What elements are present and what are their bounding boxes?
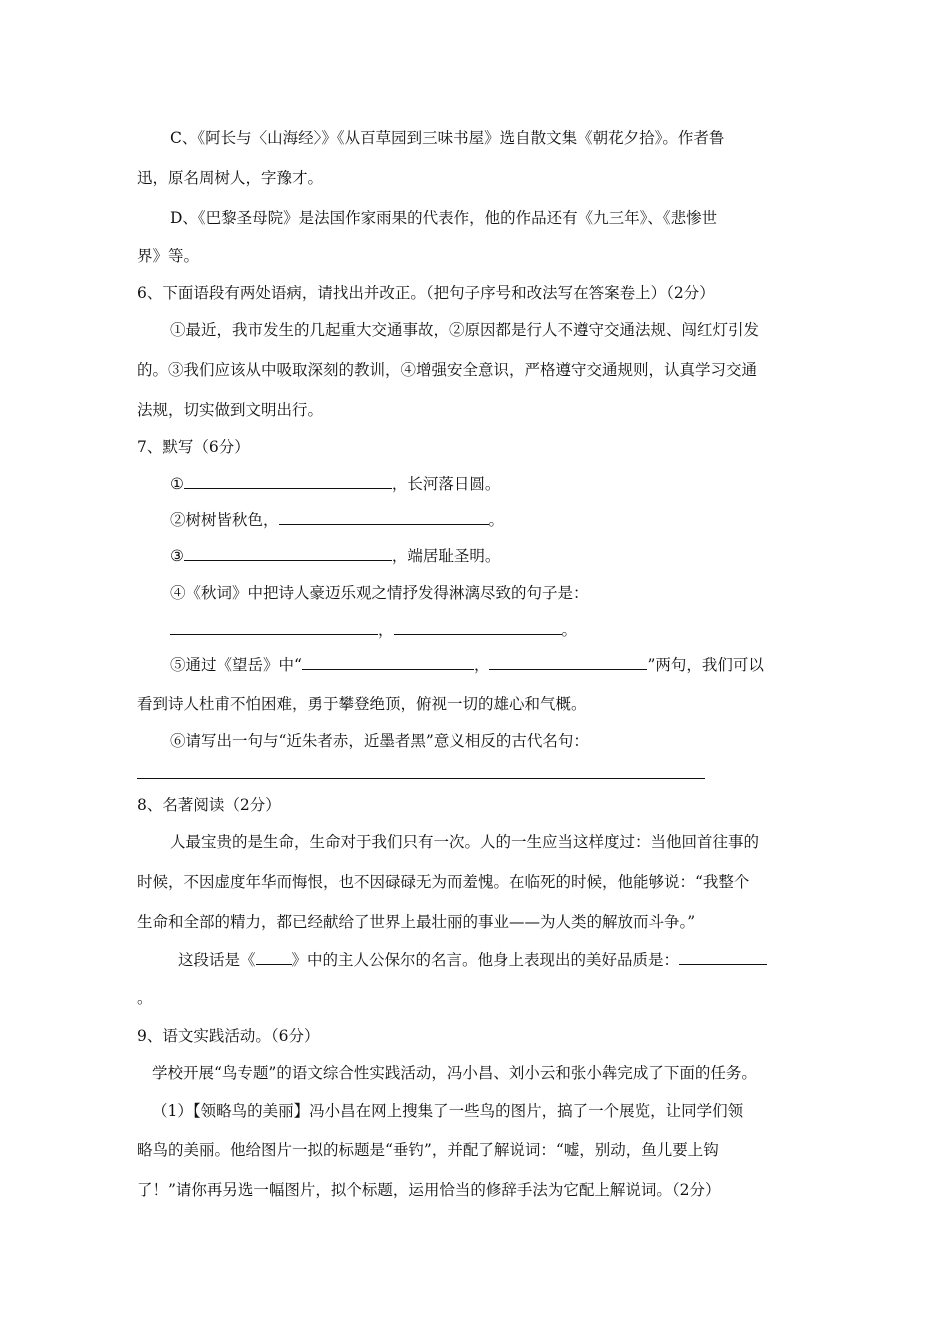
question-7-item4: ④《秋词》中把诗人豪迈乐观之情抒发得淋漓尽致的句子是： — [170, 584, 589, 602]
question-9-heading: 9、语文实践活动。（6分） — [137, 1027, 320, 1045]
item2-end: 。 — [488, 511, 505, 529]
item5-text: ⑤通过《望岳》中“ — [170, 656, 302, 674]
item2-text: ②树树皆秋色， — [170, 511, 279, 529]
prompt-text: 这段话是《 — [178, 951, 256, 969]
item3-text: ，端居耻圣明。 — [391, 547, 501, 565]
question-8-passage-line2: 时候，不因虚度年华而悔恨，也不因碌碌无为而羞愧。在临死的时候，他能够说：“我整个 — [137, 873, 750, 891]
answer-blank[interactable] — [184, 546, 392, 561]
question-7-item6: ⑥请写出一句与“近朱者赤，近墨者黑”意义相反的古代名句： — [170, 732, 589, 750]
question-8-heading: 8、名著阅读（2分） — [137, 796, 281, 814]
question-8-period: 。 — [137, 989, 153, 1007]
question-7-item3 — [170, 546, 500, 566]
prompt-text-2: 》中的主人公保尔的名言。他身上表现出的美好品质是： — [291, 951, 680, 969]
option-d-line1: D、《巴黎圣母院》是法国作家雨果的代表作，他的作品还有《九三年》、《悲惨世 — [170, 209, 718, 227]
question-7-item4-blanks — [170, 620, 577, 640]
question-8-prompt — [178, 950, 767, 970]
question-7-item5 — [170, 655, 764, 675]
item1-text: ，长河落日圆。 — [391, 475, 501, 493]
question-9-task1-line1: （1）【领略鸟的美丽】冯小昌在网上搜集了一些鸟的图片，搞了一个展览，让同学们领 — [152, 1102, 744, 1120]
answer-blank[interactable] — [679, 950, 767, 965]
option-c-line2: 迅，原名周树人，字豫才。 — [137, 169, 324, 187]
answer-blank[interactable] — [279, 510, 489, 525]
comma: ， — [473, 656, 490, 674]
item3-number: ③ — [170, 547, 184, 565]
question-7-item1 — [170, 474, 500, 494]
question-7-item2 — [170, 510, 504, 530]
question-9-task1-line3: 了！”请你再另选一幅图片，拟个标题，运用恰当的修辞手法为它配上解说词。（2分） — [137, 1181, 721, 1199]
answer-line[interactable] — [137, 778, 705, 779]
question-9-intro: 学校开展“鸟专题”的语文综合性实践活动，冯小昌、刘小云和张小犇完成了下面的任务。 — [152, 1064, 757, 1082]
question-7-heading: 7、默写（6分） — [137, 438, 250, 456]
question-6-passage-line1: ①最近，我市发生的几起重大交通事故，②原因都是行人不遵守交通法规、闯红灯引发 — [170, 321, 760, 339]
item5-text-end: ”两句，我们可以 — [647, 656, 764, 674]
question-9-task1-line2: 略鸟的美丽。他给图片一拟的标题是“垂钓”，并配了解说词：“嘘，别动，鱼儿要上钩 — [137, 1141, 719, 1159]
option-d-line2: 界》等。 — [137, 247, 200, 265]
answer-blank[interactable] — [184, 474, 392, 489]
period: 。 — [561, 621, 578, 639]
answer-blank[interactable] — [489, 655, 647, 670]
item1-number: ① — [170, 475, 184, 493]
question-6-passage-line3: 法规，切实做到文明出行。 — [137, 401, 324, 419]
answer-blank[interactable] — [302, 655, 474, 670]
answer-blank[interactable] — [170, 620, 378, 635]
question-8-passage-line1: 人最宝贵的是生命，生命对于我们只有一次。人的一生应当这样度过：当他回首往事的 — [170, 833, 760, 851]
answer-blank[interactable] — [394, 620, 562, 635]
question-7-item5-line2: 看到诗人杜甫不怕困难，勇于攀登绝顶，俯视一切的雄心和气概。 — [137, 695, 587, 713]
question-6-heading: 6、下面语段有两处语病，请找出并改正。（把句子序号和改法写在答案卷上）（2分） — [137, 284, 715, 302]
question-8-passage-line3: 生命和全部的精力，都已经献给了世界上最壮丽的事业——为人类的解放而斗争。” — [137, 913, 696, 931]
question-6-passage-line2: 的。③我们应该从中吸取深刻的教训，④增强安全意识，严格遵守交通规则，认真学习交通 — [137, 361, 758, 379]
answer-blank[interactable] — [256, 950, 292, 965]
comma: ， — [378, 621, 394, 639]
option-c-line1: C、《阿长与〈山海经〉》《从百草园到三味书屋》选自散文集《朝花夕拾》。作者鲁 — [170, 129, 725, 147]
